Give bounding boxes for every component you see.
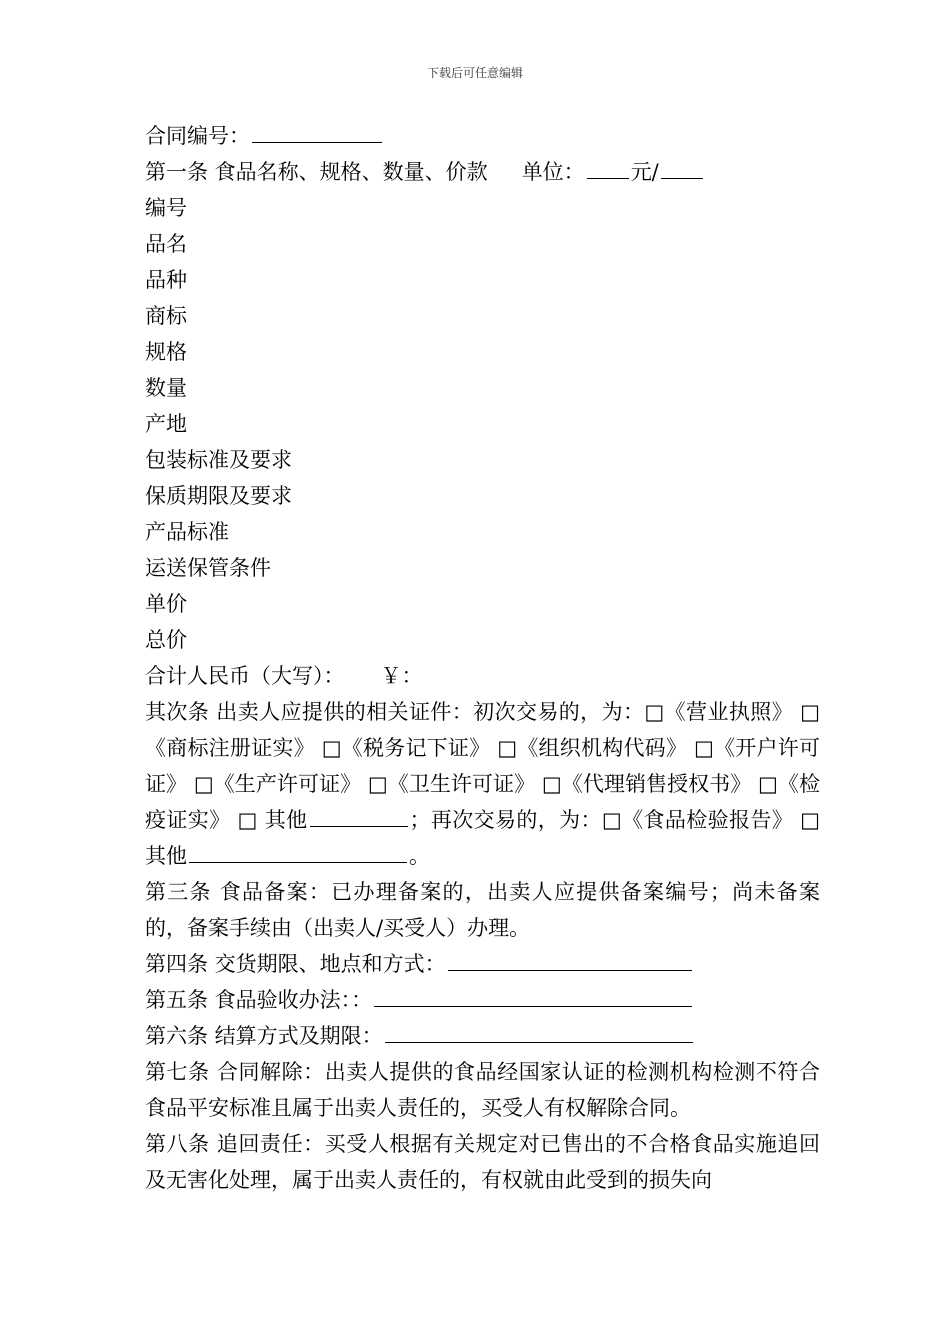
item-line: 单价 [145, 592, 187, 616]
unit-blank-1 [587, 156, 629, 179]
article2-text-b: ；再次交易的，为：□《食品检验报告》 □ 其他 [145, 808, 820, 868]
article2-other-blank-2 [189, 840, 407, 863]
item-line: 运送保管条件 [145, 556, 271, 580]
article6-line [145, 1018, 820, 1054]
total-yen: ￥： [380, 664, 423, 688]
item-line: 总价 [145, 628, 187, 652]
total-line [145, 658, 820, 694]
item-line: 编号 [145, 196, 187, 220]
item-line: 品种 [145, 268, 187, 292]
total-label: 合计人民币（大写）： [145, 664, 345, 688]
unit-mid: 元/ [630, 160, 659, 184]
article2-paragraph [145, 694, 820, 874]
article6-blank [385, 1020, 693, 1043]
item-line: 产品标准 [145, 520, 229, 544]
article2-text-c: 。 [409, 844, 430, 868]
article4-label: 第四条 交货期限、地点和方式： [145, 952, 446, 976]
article1-title: 第一条 食品名称、规格、数量、价款 [145, 160, 488, 184]
item-line: 包装标准及要求 [145, 448, 292, 472]
contract-body [145, 118, 820, 1198]
article2-other-blank-1 [310, 804, 408, 827]
article3-paragraph: 第三条 食品备案：已办理备案的，出卖人应提供备案编号；尚未备案的，备案手续由（出卖人/买受人）办理。 [145, 880, 820, 940]
unit-label: 单位： [521, 160, 585, 184]
contract-number-line [145, 118, 820, 154]
article6-label: 第六条 结算方式及期限： [145, 1024, 383, 1048]
item-line: 规格 [145, 340, 187, 364]
item-line: 产地 [145, 412, 187, 436]
article8-paragraph: 第八条 追回责任：买受人根据有关规定对已售出的不合格食品实施追回及无害化处理，属于出卖人责任的，有权就由此受到的损失向 [145, 1132, 820, 1192]
article4-line [145, 946, 820, 982]
item-line: 数量 [145, 376, 187, 400]
article1-line [145, 154, 820, 190]
item-line: 保质期限及要求 [145, 484, 292, 508]
article4-blank [448, 948, 692, 971]
contract-number-label: 合同编号： [145, 124, 250, 148]
unit-blank-2 [661, 156, 703, 179]
contract-number-blank [252, 120, 382, 143]
page-header: 下载后可任意编辑 [426, 66, 523, 80]
article7-paragraph: 第七条 合同解除：出卖人提供的食品经国家认证的检测机构检测不符合食品平安标准且属于出卖人责任的，买受人有权解除合同。 [145, 1060, 820, 1120]
article5-line [145, 982, 820, 1018]
article5-blank [374, 984, 692, 1007]
item-line: 商标 [145, 304, 187, 328]
item-line: 品名 [145, 232, 187, 256]
article5-label: 第五条 食品验收办法：： [145, 988, 373, 1012]
article2-text-a: 其次条 出卖人应提供的相关证件：初次交易的，为：□《营业执照》 □《商标注册证实》 □《税务记下证》 □《组织机构代码》 □《开户许可证》 □《生产许可证》 □《卫生许可证》 □《代理销售授权书》 □《检疫证实》 □ 其他 [145, 700, 820, 832]
